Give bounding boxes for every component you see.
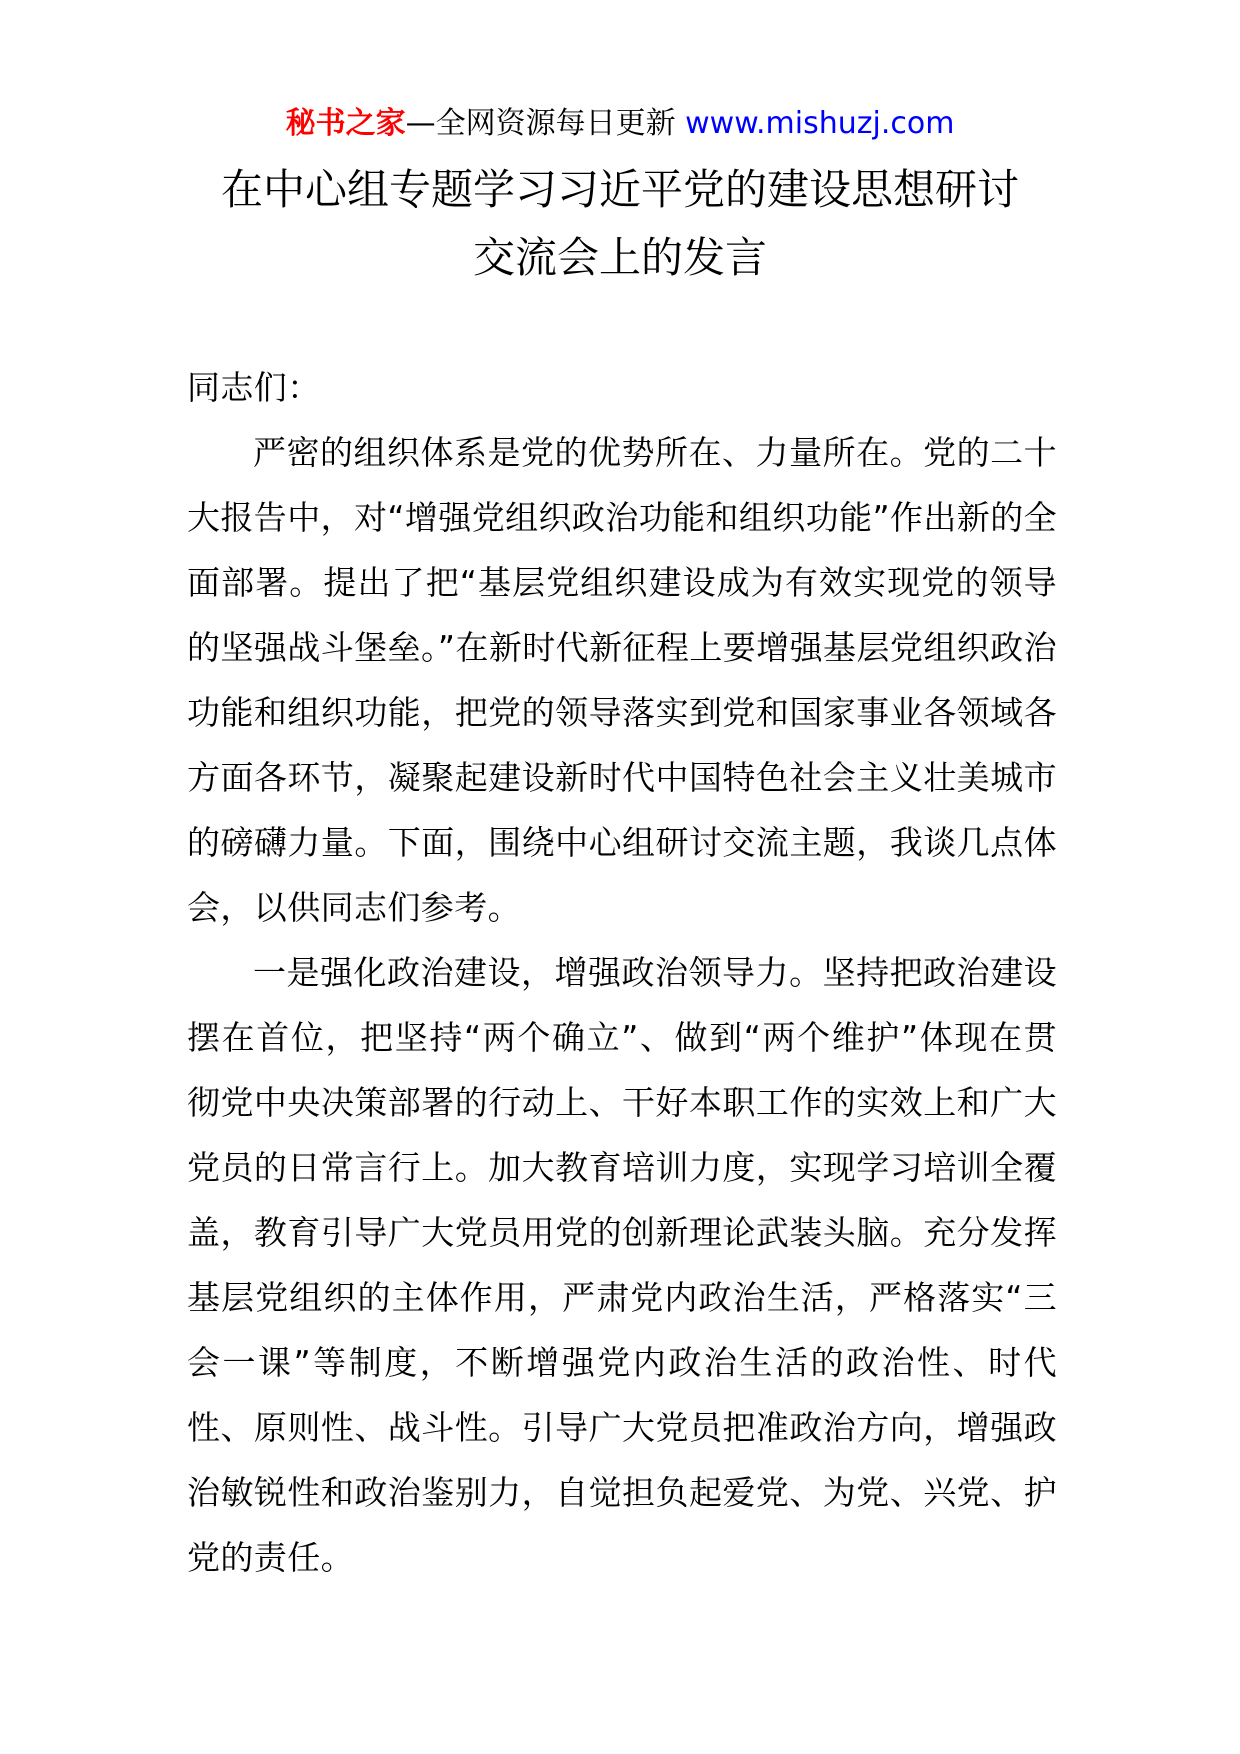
brand-name: 秘书之家 bbox=[285, 106, 406, 141]
site-url: www.mishuzj.com bbox=[685, 106, 955, 141]
document-title-line-1: 在中心组专题学习习近平党的建设思想研讨 bbox=[220, 165, 1019, 214]
site-header bbox=[0, 100, 1240, 148]
header-tagline: —全网资源每日更新 bbox=[405, 106, 676, 141]
paragraph-point-one: 一是强化政治建设，增强政治领导力。坚持把政治建设摆在首位，把坚持“两个确立”、做到“两个维护”体现在贯彻党中央决策部署的行动上、干好本职工作的实效上和广大党员的日常言行上。加大教育培训力度，实现学习培训全覆盖，教育引导广大党员用党的创新理论武装头脑。充分发挥基层党组织的主体作用，严肃党内政治生活，严格落实“三会一课”等制度，不断增强党内政治生活的政治性、时代性、原则性、战斗性。引导广大党员把准政治方向，增强政治敏锐性和政治鉴别力，自觉担负起爱党、为党、兴党、护党的责任。 bbox=[187, 953, 1057, 1577]
paragraph-intro: 严密的组织体系是党的优势所在、力量所在。党的二十大报告中，对“增强党组织政治功能和组织功能”作出新的全面部署。提出了把“基层党组织建设成为有效实现党的领导的坚强战斗堡垒。”在新时代新征程上要增强基层党组织政治功能和组织功能，把党的领导落实到党和国家事业各领域各方面各环节，凝聚起建设新时代中国特色社会主义壮美城市的磅礴力量。下面，围绕中心组研讨交流主题，我谈几点体会，以供同志们参考。 bbox=[187, 433, 1057, 927]
document-title-line-2: 交流会上的发言 bbox=[472, 233, 767, 282]
salutation: 同志们： bbox=[187, 368, 321, 407]
